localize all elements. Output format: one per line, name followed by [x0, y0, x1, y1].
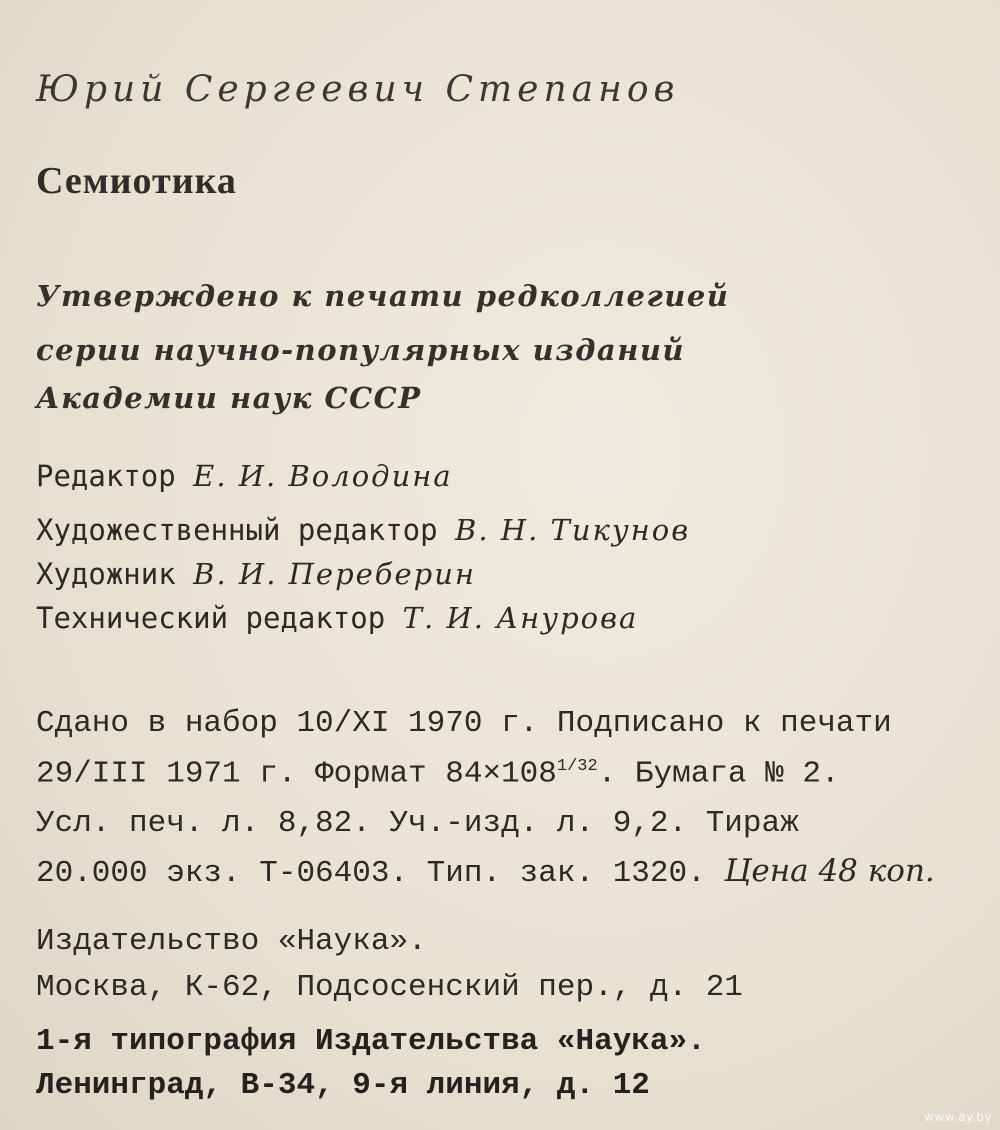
publisher-address: Москва, К-62, Подсосенский пер., д. 21	[36, 970, 743, 1005]
imprint-line-1: Сдано в набор 10/XI 1970 г. Подписано к печати	[36, 706, 892, 741]
format-fraction: 1/32	[556, 757, 598, 776]
approval-line-2: серии научно-популярных изданий	[36, 333, 686, 367]
credit-role: Технический редактор	[36, 601, 386, 635]
credit-person: Т. И. Анурова	[402, 601, 639, 635]
book-title: Семиотика	[36, 160, 237, 202]
credit-role: Художник	[36, 557, 176, 591]
printer-address: Ленинград, В-34, 9-я линия, д. 12	[36, 1068, 650, 1103]
imprint-line-3: Усл. печ. л. 8,82. Уч.-изд. л. 9,2. Тираж	[36, 806, 799, 841]
author-name: Юрий Сергеевич Степанов	[36, 69, 680, 110]
credit-person: В. Н. Тикунов	[455, 513, 691, 547]
credit-tech-editor	[36, 601, 639, 635]
printer-name: 1-я типография Издательства «Наука».	[36, 1024, 706, 1059]
credit-person: В. И. Переберин	[193, 557, 477, 591]
credit-person: Е. И. Володина	[193, 459, 453, 493]
imprint-line-2	[36, 756, 840, 792]
credit-artist	[36, 557, 477, 591]
credit-art-editor	[36, 513, 691, 547]
imprint-dates-format: 29/III 1971 г. Формат 84×108	[36, 756, 557, 792]
credit-editor	[36, 459, 453, 493]
credit-role: Художественный редактор	[36, 513, 438, 547]
credit-role: Редактор	[36, 459, 176, 493]
approval-line-1: Утверждено к печати редколлегией	[36, 279, 730, 313]
imprint-print-run: 20.000 экз. Т-06403. Тип. зак. 1320.	[36, 856, 706, 891]
publisher-name: Издательство «Наука».	[36, 924, 427, 959]
imprint-paper: . Бумага № 2.	[597, 756, 840, 792]
imprint-line-4	[36, 853, 935, 891]
price: Цена 48 коп.	[724, 853, 935, 889]
site-watermark: www.ay.by	[924, 1110, 992, 1124]
approval-line-3: Академии наук СССР	[36, 381, 422, 415]
